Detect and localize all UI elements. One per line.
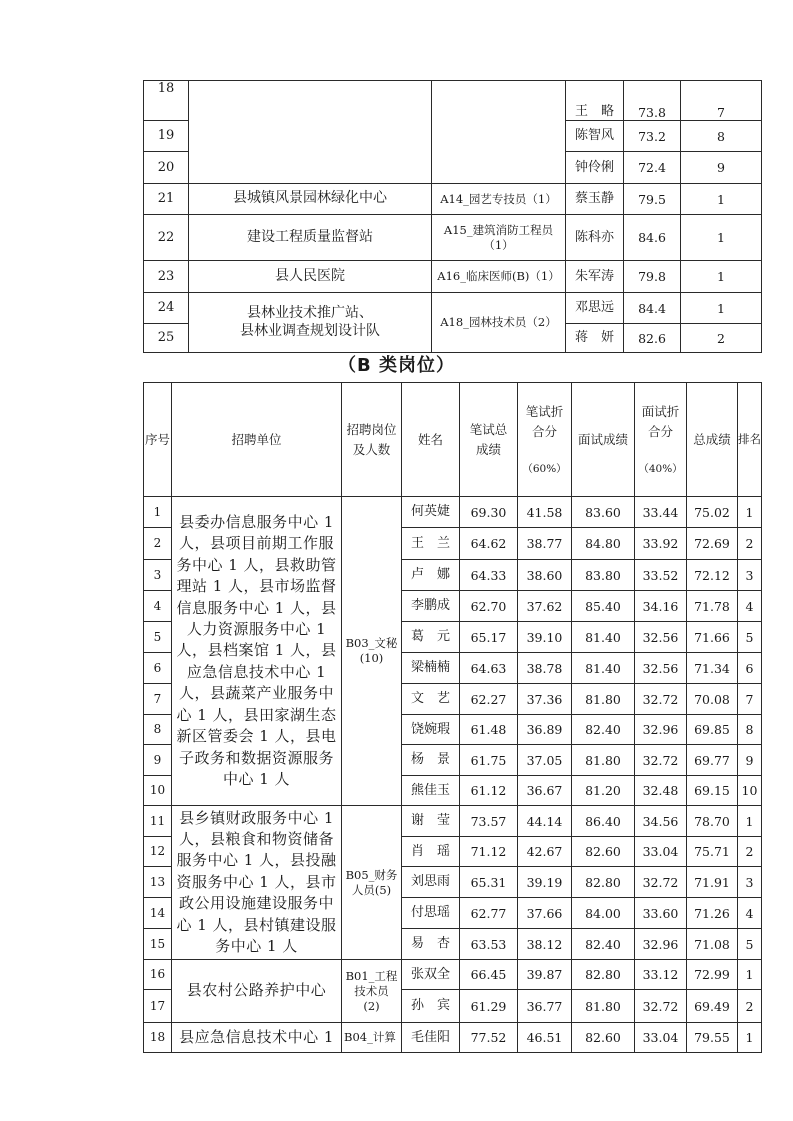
score: 73.2	[624, 121, 681, 152]
row-number: 21	[144, 184, 189, 215]
written-score: 69.30	[460, 497, 518, 528]
interview-converted: 33.60	[635, 898, 687, 929]
interview-score: 82.60	[572, 837, 635, 867]
total-score: 75.02	[687, 497, 738, 528]
candidate-name: 梁楠楠	[402, 653, 460, 684]
header-written-conv	[518, 383, 572, 497]
candidate-name: 饶婉瑕	[402, 715, 460, 745]
written-score: 66.45	[460, 960, 518, 990]
total-score: 71.66	[687, 622, 738, 653]
interview-score: 81.40	[572, 653, 635, 684]
rank: 9	[738, 745, 762, 776]
unit-cell: 县人民医院	[189, 261, 432, 293]
post-cell: B03_文秘 (10)	[342, 497, 402, 806]
row-number: 17	[144, 990, 172, 1023]
interview-converted: 34.56	[635, 806, 687, 837]
total-score: 69.49	[687, 990, 738, 1023]
table-row	[144, 81, 762, 121]
header-written: 笔试总 成绩	[460, 383, 518, 497]
candidate-name: 王 略	[566, 81, 624, 121]
table-row	[144, 293, 762, 324]
row-number: 10	[144, 776, 172, 806]
total-score: 69.15	[687, 776, 738, 806]
unit-cell: 县城镇风景园林绿化中心	[189, 184, 432, 215]
unit-cell: 县委办信息服务中心 1 人，县项目前期工作服务中心 1 人，县救助管理站 1 人，县市场监督信息服务中心 1 人，县人力资源服务中心 1 人，县档案馆 1 人，县应急信息技术中心 1 人，县蔬菜产业服务中心 1 人，县田家湖生态新区管委会 1 人，县电子政务和数据资源服务中心 1 人	[172, 497, 342, 806]
rank: 2	[738, 990, 762, 1023]
total-score: 72.69	[687, 528, 738, 560]
row-number: 20	[144, 152, 189, 184]
written-converted: 37.62	[518, 591, 572, 622]
total-score: 72.12	[687, 560, 738, 591]
interview-score: 81.40	[572, 622, 635, 653]
total-score: 79.55	[687, 1023, 738, 1053]
post-cell: B04_计算	[342, 1023, 402, 1053]
rank: 10	[738, 776, 762, 806]
written-converted: 38.12	[518, 929, 572, 960]
written-converted: 41.58	[518, 497, 572, 528]
score: 82.6	[624, 324, 681, 353]
header-post: 招聘岗位 及人数	[342, 383, 402, 497]
interview-converted: 33.92	[635, 528, 687, 560]
row-number: 9	[144, 745, 172, 776]
row-number: 13	[144, 867, 172, 898]
rank: 7	[681, 81, 762, 121]
rank: 4	[738, 591, 762, 622]
header-row	[144, 383, 762, 497]
interview-score: 82.80	[572, 867, 635, 898]
interview-score: 81.80	[572, 745, 635, 776]
row-number: 3	[144, 560, 172, 591]
post-cell-empty	[432, 81, 566, 184]
written-converted: 36.77	[518, 990, 572, 1023]
interview-converted: 32.96	[635, 715, 687, 745]
table-row	[144, 261, 762, 293]
total-score: 71.91	[687, 867, 738, 898]
rank: 1	[681, 293, 762, 324]
row-number: 22	[144, 215, 189, 261]
rank: 1	[738, 497, 762, 528]
row-number: 4	[144, 591, 172, 622]
written-score: 62.77	[460, 898, 518, 929]
unit-cell: 县乡镇财政服务中心 1 人，县粮食和物资储备服务中心 1 人，县投融资服务中心 1 人，县市政公用设施建设服务中心 1 人，县村镇建设服务中心 1 人	[172, 806, 342, 960]
candidate-name: 陈智风	[566, 121, 624, 152]
interview-converted: 32.48	[635, 776, 687, 806]
row-number: 2	[144, 528, 172, 560]
header-rank: 排名	[738, 383, 762, 497]
written-score: 64.63	[460, 653, 518, 684]
candidate-name: 陈科亦	[566, 215, 624, 261]
header-interview-conv	[635, 383, 687, 497]
row-number: 1	[144, 497, 172, 528]
candidate-name: 张双全	[402, 960, 460, 990]
row-number: 15	[144, 929, 172, 960]
row-number: 5	[144, 622, 172, 653]
rank: 1	[681, 184, 762, 215]
written-score: 61.12	[460, 776, 518, 806]
rank: 3	[738, 867, 762, 898]
candidate-name: 付思瑶	[402, 898, 460, 929]
rank: 4	[738, 898, 762, 929]
interview-converted: 32.72	[635, 990, 687, 1023]
candidate-name: 蒋 妍	[566, 324, 624, 353]
candidate-name: 肖 瑶	[402, 837, 460, 867]
written-converted: 42.67	[518, 837, 572, 867]
written-score: 61.29	[460, 990, 518, 1023]
interview-converted: 34.16	[635, 591, 687, 622]
written-score: 62.27	[460, 684, 518, 715]
interview-score: 81.80	[572, 684, 635, 715]
row-number: 19	[144, 121, 189, 152]
candidate-name: 王 兰	[402, 528, 460, 560]
interview-score: 84.00	[572, 898, 635, 929]
written-converted: 38.60	[518, 560, 572, 591]
interview-converted: 32.72	[635, 867, 687, 898]
row-number: 12	[144, 837, 172, 867]
interview-score: 81.20	[572, 776, 635, 806]
interview-converted: 32.72	[635, 745, 687, 776]
unit-cell-empty	[189, 81, 432, 184]
written-score: 65.31	[460, 867, 518, 898]
rank: 5	[738, 929, 762, 960]
total-score: 71.26	[687, 898, 738, 929]
candidate-name: 何英婕	[402, 497, 460, 528]
interview-score: 84.80	[572, 528, 635, 560]
rank: 6	[738, 653, 762, 684]
written-score: 64.33	[460, 560, 518, 591]
rank: 2	[738, 837, 762, 867]
score: 84.4	[624, 293, 681, 324]
interview-converted: 33.04	[635, 837, 687, 867]
total-score: 71.34	[687, 653, 738, 684]
table-row	[144, 960, 762, 990]
header-interview: 面试成绩	[572, 383, 635, 497]
total-score: 71.78	[687, 591, 738, 622]
table-a	[143, 80, 762, 353]
candidate-name: 葛 元	[402, 622, 460, 653]
total-score: 78.70	[687, 806, 738, 837]
interview-score: 85.40	[572, 591, 635, 622]
interview-converted: 32.56	[635, 653, 687, 684]
interview-converted: 32.56	[635, 622, 687, 653]
rank: 1	[738, 1023, 762, 1053]
interview-score: 82.40	[572, 929, 635, 960]
table-row	[144, 497, 762, 528]
interview-converted: 33.44	[635, 497, 687, 528]
row-number: 18	[144, 1023, 172, 1053]
written-score: 77.52	[460, 1023, 518, 1053]
rank: 7	[738, 684, 762, 715]
score: 79.5	[624, 184, 681, 215]
rank: 1	[681, 261, 762, 293]
rank: 9	[681, 152, 762, 184]
candidate-name: 谢 莹	[402, 806, 460, 837]
header-interview-conv-pct: （40%）	[638, 462, 683, 475]
interview-converted: 33.04	[635, 1023, 687, 1053]
candidate-name: 孙 宾	[402, 990, 460, 1023]
row-number: 11	[144, 806, 172, 837]
rank: 1	[681, 215, 762, 261]
candidate-name: 蔡玉静	[566, 184, 624, 215]
written-converted: 38.78	[518, 653, 572, 684]
total-score: 70.08	[687, 684, 738, 715]
section-title: （B 类岗位）	[338, 355, 455, 376]
candidate-name: 熊佳玉	[402, 776, 460, 806]
interview-converted: 32.72	[635, 684, 687, 715]
unit-cell: 县应急信息技术中心 1	[172, 1023, 342, 1053]
interview-score: 82.80	[572, 960, 635, 990]
rank: 3	[738, 560, 762, 591]
row-number: 8	[144, 715, 172, 745]
unit-cell: 建设工程质量监督站	[189, 215, 432, 261]
rank: 2	[681, 324, 762, 353]
post-cell: A15_建筑消防工程员 （1）	[432, 215, 566, 261]
written-score: 64.62	[460, 528, 518, 560]
row-number: 24	[144, 293, 189, 324]
written-score: 65.17	[460, 622, 518, 653]
written-score: 61.75	[460, 745, 518, 776]
header-interview-conv-label: 面试折 合分	[641, 404, 680, 439]
header-total: 总成绩	[687, 383, 738, 497]
unit-cell: 县农村公路养护中心	[172, 960, 342, 1023]
candidate-name: 刘思雨	[402, 867, 460, 898]
post-cell: A16_临床医师(B)（1）	[432, 261, 566, 293]
written-converted: 37.36	[518, 684, 572, 715]
total-score: 69.77	[687, 745, 738, 776]
row-number: 16	[144, 960, 172, 990]
header-written-conv-pct: （60%）	[522, 462, 567, 475]
interview-score: 83.60	[572, 497, 635, 528]
score: 79.8	[624, 261, 681, 293]
score: 73.8	[624, 81, 681, 121]
written-score: 73.57	[460, 806, 518, 837]
candidate-name: 钟伶俐	[566, 152, 624, 184]
interview-score: 82.40	[572, 715, 635, 745]
written-score: 63.53	[460, 929, 518, 960]
table-row	[144, 1023, 762, 1053]
rank: 8	[738, 715, 762, 745]
written-converted: 37.05	[518, 745, 572, 776]
total-score: 69.85	[687, 715, 738, 745]
header-unit: 招聘单位	[172, 383, 342, 497]
total-score: 72.99	[687, 960, 738, 990]
post-cell: B05_财务 人员(5)	[342, 806, 402, 960]
interview-score: 82.60	[572, 1023, 635, 1053]
header-no: 序号	[144, 383, 172, 497]
candidate-name: 文 艺	[402, 684, 460, 715]
table-b	[143, 382, 762, 1053]
written-converted: 36.67	[518, 776, 572, 806]
table-row	[144, 806, 762, 837]
written-converted: 36.89	[518, 715, 572, 745]
candidate-name: 毛佳阳	[402, 1023, 460, 1053]
interview-converted: 32.96	[635, 929, 687, 960]
written-converted: 44.14	[518, 806, 572, 837]
written-score: 71.12	[460, 837, 518, 867]
interview-converted: 33.12	[635, 960, 687, 990]
rank: 1	[738, 960, 762, 990]
rank: 2	[738, 528, 762, 560]
rank: 8	[681, 121, 762, 152]
total-score: 71.08	[687, 929, 738, 960]
candidate-name: 杨 景	[402, 745, 460, 776]
candidate-name: 邓思远	[566, 293, 624, 324]
post-cell: A18_园林技术员（2）	[432, 293, 566, 353]
score: 72.4	[624, 152, 681, 184]
row-number: 7	[144, 684, 172, 715]
interview-score: 86.40	[572, 806, 635, 837]
table-row	[144, 184, 762, 215]
header-written-conv-label: 笔试折 合分	[525, 404, 564, 439]
interview-score: 83.80	[572, 560, 635, 591]
row-number: 18	[144, 81, 189, 121]
score: 84.6	[624, 215, 681, 261]
post-cell: B01_工程 技术员 (2)	[342, 960, 402, 1023]
rank: 5	[738, 622, 762, 653]
table-row	[144, 215, 762, 261]
row-number: 23	[144, 261, 189, 293]
candidate-name: 朱军涛	[566, 261, 624, 293]
header-name: 姓名	[402, 383, 460, 497]
written-converted: 39.87	[518, 960, 572, 990]
written-converted: 46.51	[518, 1023, 572, 1053]
candidate-name: 易 杏	[402, 929, 460, 960]
written-score: 62.70	[460, 591, 518, 622]
post-cell: A14_园艺专技员（1）	[432, 184, 566, 215]
row-number: 6	[144, 653, 172, 684]
interview-score: 81.80	[572, 990, 635, 1023]
unit-cell: 县林业技术推广站、 县林业调查规划设计队	[189, 293, 432, 353]
candidate-name: 李鹏成	[402, 591, 460, 622]
row-number: 14	[144, 898, 172, 929]
row-number: 25	[144, 324, 189, 353]
written-converted: 38.77	[518, 528, 572, 560]
written-converted: 39.10	[518, 622, 572, 653]
candidate-name: 卢 娜	[402, 560, 460, 591]
interview-converted: 33.52	[635, 560, 687, 591]
total-score: 75.71	[687, 837, 738, 867]
written-converted: 37.66	[518, 898, 572, 929]
written-converted: 39.19	[518, 867, 572, 898]
written-score: 61.48	[460, 715, 518, 745]
rank: 1	[738, 806, 762, 837]
